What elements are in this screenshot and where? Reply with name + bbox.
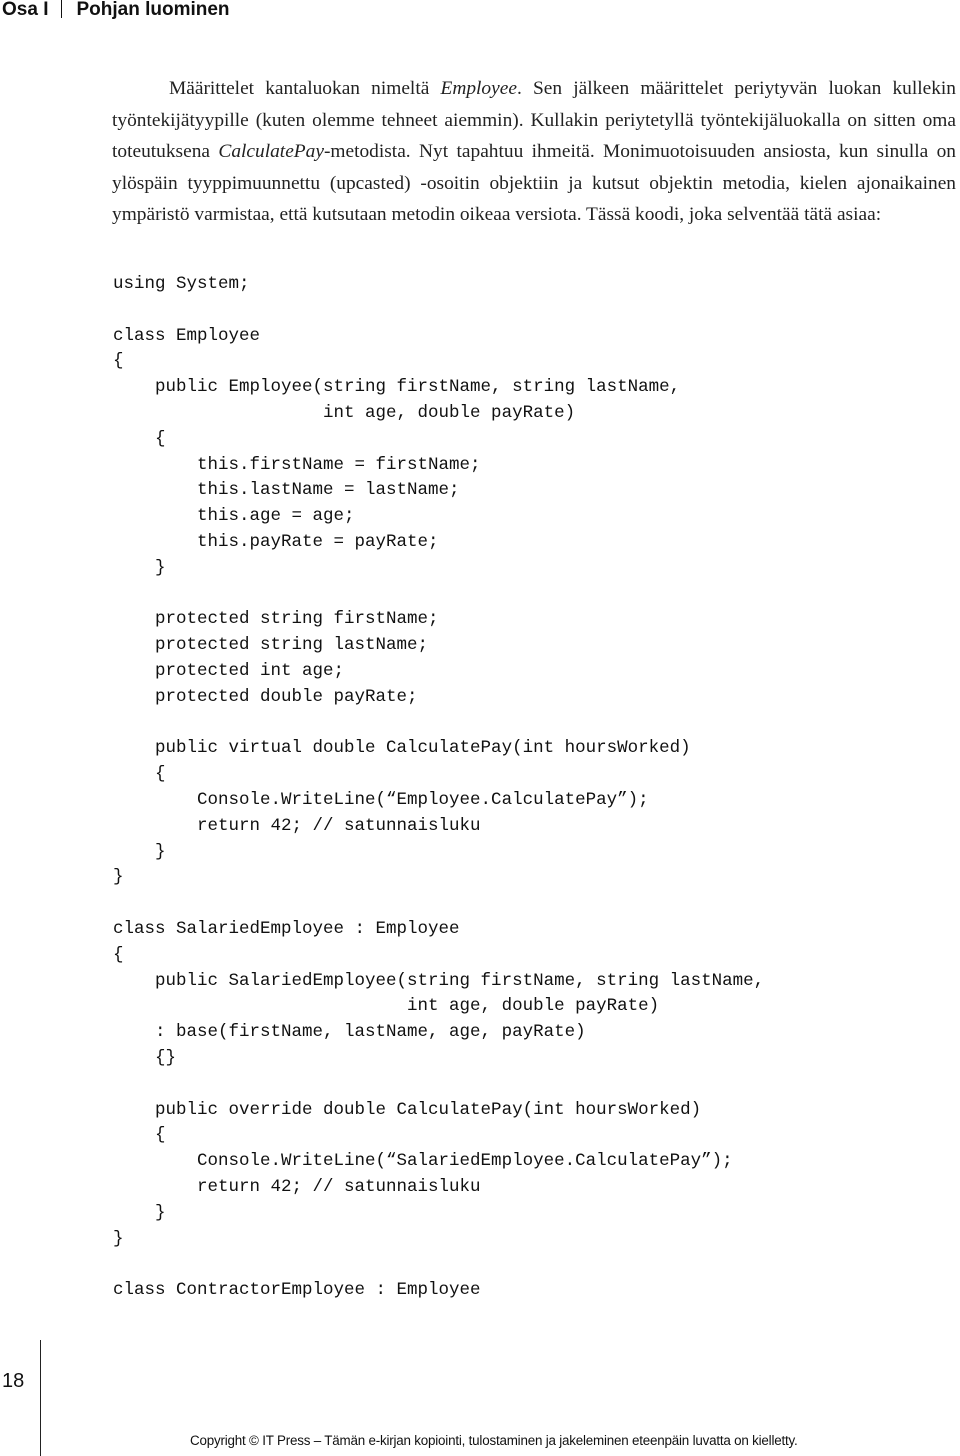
part-label: Osa I [2, 0, 49, 20]
code-line: { [113, 351, 124, 372]
chapter-title: Pohjan luominen [76, 0, 230, 20]
code-line: } [113, 867, 124, 888]
code-line: } [113, 841, 166, 862]
code-line: return 42; // satunnaisluku [113, 815, 481, 836]
paragraph-text-1: Määrittelet kantaluokan nimeltä [169, 78, 441, 99]
code-line: class Employee [113, 325, 261, 346]
code-line: class ContractorEmployee : Employee [113, 1280, 481, 1301]
code-line: { [113, 428, 166, 449]
code-line: } [113, 557, 166, 578]
method-name-calculatepay: CalculatePay [218, 141, 324, 162]
code-line: this.payRate = payRate; [113, 532, 439, 552]
code-line: } [113, 1202, 166, 1223]
code-line: Console.WriteLine(“Employee.CalculatePay”); [113, 790, 649, 810]
page-number-rule [40, 1340, 41, 1456]
class-name-employee: Employee [440, 78, 517, 99]
code-line: int age, double payRate) [113, 403, 576, 423]
code-line: { [113, 1125, 166, 1146]
paragraph-text-2: . Sen jälkeen määrittelet periytyvän luokan kullekin työntekijätyypille (kuten olemme tehneet aiemmin). Kullakin periytetyllä työntekijäluokalla on sitten oma toteutuksena [112, 78, 956, 162]
code-line: protected double payRate; [113, 686, 418, 707]
code-line: public Employee(string firstName, string lastName, [113, 377, 681, 398]
running-header [0, 0, 230, 22]
code-line: { [113, 764, 166, 785]
code-line: protected string lastName; [113, 635, 429, 656]
code-line: public SalariedEmployee(string firstName, string lastName, [113, 970, 765, 991]
page-number: 18 [2, 1370, 25, 1392]
code-line: this.firstName = firstName; [113, 454, 481, 475]
code-line: protected int age; [113, 661, 345, 681]
paragraph-text-3: -metodista. Nyt tapahtuu ihmeitä. Monimuotoisuuden ansiosta, kun sinulla on ylöspäin tyyppimuunnettu (upcasted) -osoitin objektiin ja kutsut objektin metodia, kielen ajonaikainen ympäristö varmistaa, että kutsutaan metodin oikeaa versiota. Tässä koodi, joka selventää tätä asiaa: [112, 141, 957, 225]
code-line: : base(firstName, lastName, age, payRate) [113, 1022, 586, 1043]
code-line: this.lastName = lastName; [113, 480, 460, 501]
code-line: {} [113, 1048, 177, 1068]
code-line: return 42; // satunnaisluku [113, 1177, 481, 1197]
code-line: public override double CalculatePay(int hoursWorked) [113, 1099, 702, 1120]
body-paragraph [112, 73, 956, 231]
code-line: Console.WriteLine(“SalariedEmployee.CalculatePay”); [113, 1151, 733, 1172]
copyright-notice: Copyright © IT Press – Tämän e-kirjan kopiointi, tulostaminen ja jakeleminen eteenpäin luvatta on kielletty. [190, 1433, 798, 1448]
code-line: using System; [113, 274, 250, 294]
code-line: protected string firstName; [113, 609, 439, 630]
code-line: { [113, 944, 124, 965]
code-line: this.age = age; [113, 506, 355, 527]
code-line: class SalariedEmployee : Employee [113, 919, 460, 939]
code-line: int age, double payRate) [113, 996, 660, 1017]
code-line: public virtual double CalculatePay(int hoursWorked) [113, 738, 691, 759]
code-line: } [113, 1228, 124, 1249]
header-separator [61, 0, 62, 18]
